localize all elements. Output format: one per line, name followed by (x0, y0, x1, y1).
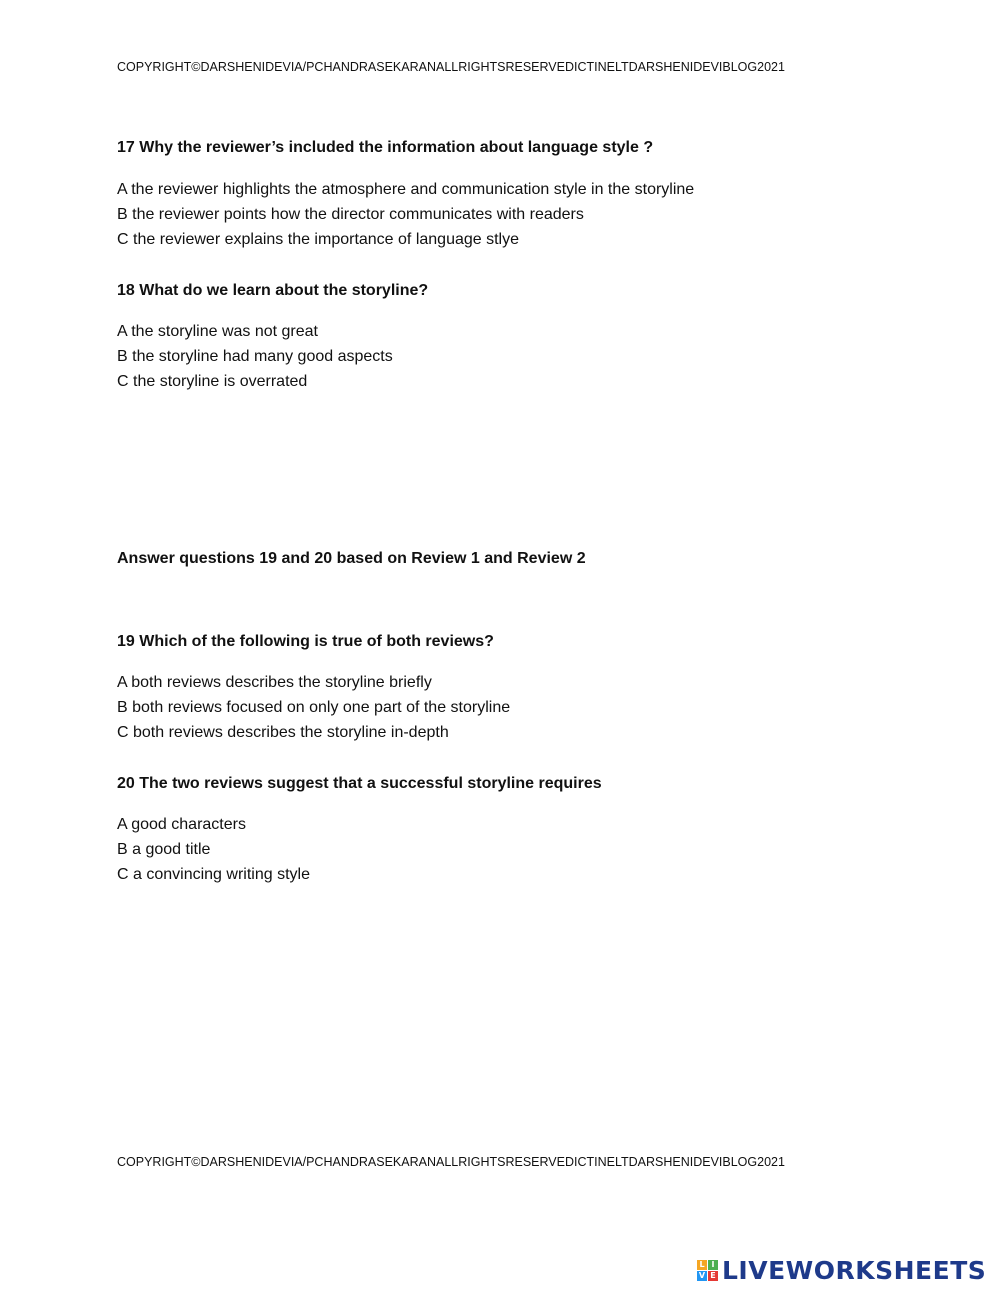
question-20-option-b: B a good title (117, 841, 211, 858)
section-instruction: Answer questions 19 and 20 based on Review 1 and Review 2 (117, 550, 586, 567)
question-18-option-a: A the storyline was not great (117, 323, 318, 340)
logo-tile-i: I (708, 1260, 718, 1270)
question-20-options (117, 812, 310, 887)
logo-tile-l: L (697, 1260, 707, 1270)
footer-copyright: COPYRIGHT©DARSHENIDEVIA/PCHANDRASEKARANALLRIGHTSRESERVEDICTINELTDARSHENIDEVIBLOG2021 (117, 1155, 785, 1169)
question-17-option-a: A the reviewer highlights the atmosphere and communication style in the storyline (117, 181, 695, 198)
question-17-option-c: C the reviewer explains the importance of language stlye (117, 231, 519, 248)
question-17-options (117, 177, 694, 252)
question-18-options (117, 319, 393, 394)
logo-tile-e: E (708, 1271, 718, 1281)
question-19-option-a: A both reviews describes the storyline briefly (117, 674, 432, 691)
question-17: 17 Why the reviewer’s included the information about language style ? (117, 139, 654, 156)
question-20: 20 The two reviews suggest that a successful storyline requires (117, 775, 602, 792)
question-17-option-b: B the reviewer points how the director communicates with readers (117, 206, 584, 223)
question-18-option-c: C the storyline is overrated (117, 373, 308, 390)
question-19-option-b: B both reviews focused on only one part of the storyline (117, 699, 511, 716)
question-19: 19 Which of the following is true of both reviews? (117, 633, 494, 650)
liveworksheets-logo (697, 1255, 986, 1285)
question-18-option-b: B the storyline had many good aspects (117, 348, 393, 365)
question-20-option-a: A good characters (117, 816, 246, 833)
question-19-options (117, 670, 510, 745)
question-20-option-c: C a convincing writing style (117, 866, 310, 883)
logo-tile-v: V (698, 1270, 706, 1280)
header-copyright: COPYRIGHT©DARSHENIDEVIA/PCHANDRASEKARANALLRIGHTSRESERVEDICTINELTDARSHENIDEVIBLOG2021 (117, 60, 785, 74)
logo-tiles-icon (697, 1260, 718, 1281)
question-18: 18 What do we learn about the storyline? (117, 282, 429, 299)
question-19-option-c: C both reviews describes the storyline in-depth (117, 724, 449, 741)
logo-text: LIVEWORKSHEETS (722, 1255, 987, 1285)
